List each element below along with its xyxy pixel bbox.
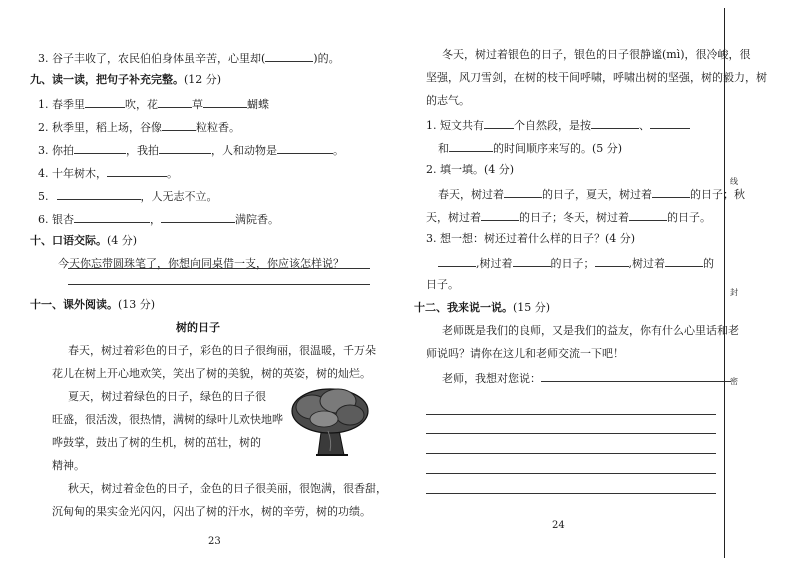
q3-line-b: 日子。 (426, 278, 459, 291)
story-line: 沉甸甸的果实金光闪闪，闪出了树的汗水，树的辛劳，树的功绩。 (52, 505, 371, 518)
s9-line-1: 1. 春季里 吹，花 草 蝴蝶 (38, 98, 269, 111)
section-10-heading: 十、口语交际。(4 分) (30, 234, 138, 247)
answer-blank[interactable] (650, 117, 690, 129)
s12-prompt: 老师，我想对您说： (442, 370, 731, 386)
answer-blank[interactable] (513, 255, 551, 267)
s9-line-4: 4. 十年树木， 。 (38, 167, 178, 180)
answer-blank[interactable] (504, 186, 542, 198)
answer-blank[interactable] (652, 186, 690, 198)
answer-blank[interactable] (161, 211, 235, 223)
story-line: 春天，树过着彩色的日子，彩色的日子很绚丽，很温暖，千万朵 (68, 344, 376, 357)
q2-line-b: 天，树过着 的日子；冬天，树过着 的日子。 (426, 211, 711, 224)
s12-line: 师说吗？请你在这儿和老师交流一下吧！ (426, 347, 624, 360)
answer-line[interactable] (68, 268, 370, 269)
answer-blank[interactable] (203, 96, 247, 108)
tree-illustration-icon (288, 385, 374, 457)
answer-line[interactable] (426, 453, 716, 454)
page-number: 23 (208, 536, 221, 547)
answer-blank[interactable] (158, 96, 192, 108)
binding-margin-line (724, 8, 725, 558)
q3-title: 3. 想一想：树还过着什么样的日子？(4 分) (426, 232, 636, 245)
answer-blank[interactable] (438, 255, 476, 267)
q2-line-a: 春天，树过着 的日子，夏天，树过着 的日子；秋 (438, 188, 745, 201)
answer-blank[interactable] (74, 142, 126, 154)
story-line: 冬天，树过着银色的日子，银色的日子很静谧(mì)，很冷峻，很 (442, 48, 751, 61)
story-line: 的志气。 (426, 94, 470, 107)
q3-line-a: ,树过着 的日子； ,树过着 的 (438, 255, 714, 271)
q1-line-b: 和 的时间顺序来写的。(5 分) (438, 142, 623, 155)
right-page (400, 0, 767, 566)
section-11-heading: 十一、课外阅读。(13 分) (30, 298, 156, 311)
story-line: 夏天，树过着绿色的日子，绿色的日子很 (68, 390, 266, 403)
answer-blank[interactable] (449, 140, 493, 152)
answer-blank[interactable] (57, 188, 141, 200)
s12-line: 老师既是我们的良师，又是我们的益友，你有什么心里话和老 (442, 324, 739, 337)
answer-blank[interactable] (162, 119, 196, 131)
answer-line[interactable] (68, 284, 370, 285)
story-line: 旺盛，很活泼，很热情，满树的绿叶儿欢快地哗 (52, 413, 283, 426)
story-line: 哗鼓掌，鼓出了树的生机，树的茁壮，树的 (52, 436, 261, 449)
story-line: 坚强，风刀雪剑，在树的枝干间呼啸，呼啸出树的坚强，树的毅力，树 (426, 71, 767, 84)
s9-line-5: 5. ，人无志不立。 (38, 190, 218, 203)
answer-blank[interactable] (481, 209, 519, 221)
margin-label: 密 (730, 377, 738, 386)
answer-line[interactable] (426, 493, 716, 494)
answer-blank[interactable] (265, 50, 313, 62)
answer-blank[interactable] (591, 117, 639, 129)
answer-blank[interactable] (85, 96, 125, 108)
q1-line-a: 1. 短文共有 个自然段，是按 、 (426, 117, 690, 133)
answer-blank[interactable] (107, 165, 167, 177)
question-3-line: 3. 谷子丰收了，农民伯伯身体虽辛苦，心里却( )的。 (38, 52, 340, 65)
answer-blank[interactable] (74, 211, 150, 223)
answer-blank[interactable] (541, 370, 731, 382)
answer-line[interactable] (426, 473, 716, 474)
answer-blank[interactable] (595, 255, 629, 267)
section-9-heading: 九、读一读，把句子补充完整。(12 分) (30, 73, 222, 86)
q2-title: 2. 填一填。(4 分) (426, 163, 515, 176)
story-line: 秋天，树过着金色的日子，金色的日子很美丽，很饱满，很香甜， (68, 482, 387, 495)
margin-label: 线 (730, 177, 738, 186)
section-12-heading: 十二、我来说一说。(15 分) (414, 301, 551, 314)
answer-line[interactable] (426, 414, 716, 415)
s9-line-2: 2. 秋季里，稻上场，谷像 粒粒香。 (38, 121, 240, 134)
page-number: 24 (552, 520, 565, 531)
answer-blank[interactable] (665, 255, 703, 267)
s9-line-3: 3. 你拍 ，我拍 ，人和动物是 。 (38, 144, 344, 157)
s10-prompt: 今天你忘带圆珠笔了，你想向同桌借一支，你应该怎样说？ (58, 257, 344, 270)
s9-line-6: 6. 银杏 ， 满院香。 (38, 213, 279, 226)
answer-blank[interactable] (484, 117, 514, 129)
answer-blank[interactable] (277, 142, 333, 154)
answer-line[interactable] (426, 433, 716, 434)
story-line: 精神。 (52, 459, 85, 472)
story-line: 花儿在树上开心地欢笑，笑出了树的美貌，树的英姿，树的灿烂。 (52, 367, 371, 380)
story-title: 树的日子 (176, 321, 220, 334)
answer-blank[interactable] (629, 209, 667, 221)
answer-blank[interactable] (159, 142, 211, 154)
margin-label: 封 (730, 288, 738, 297)
